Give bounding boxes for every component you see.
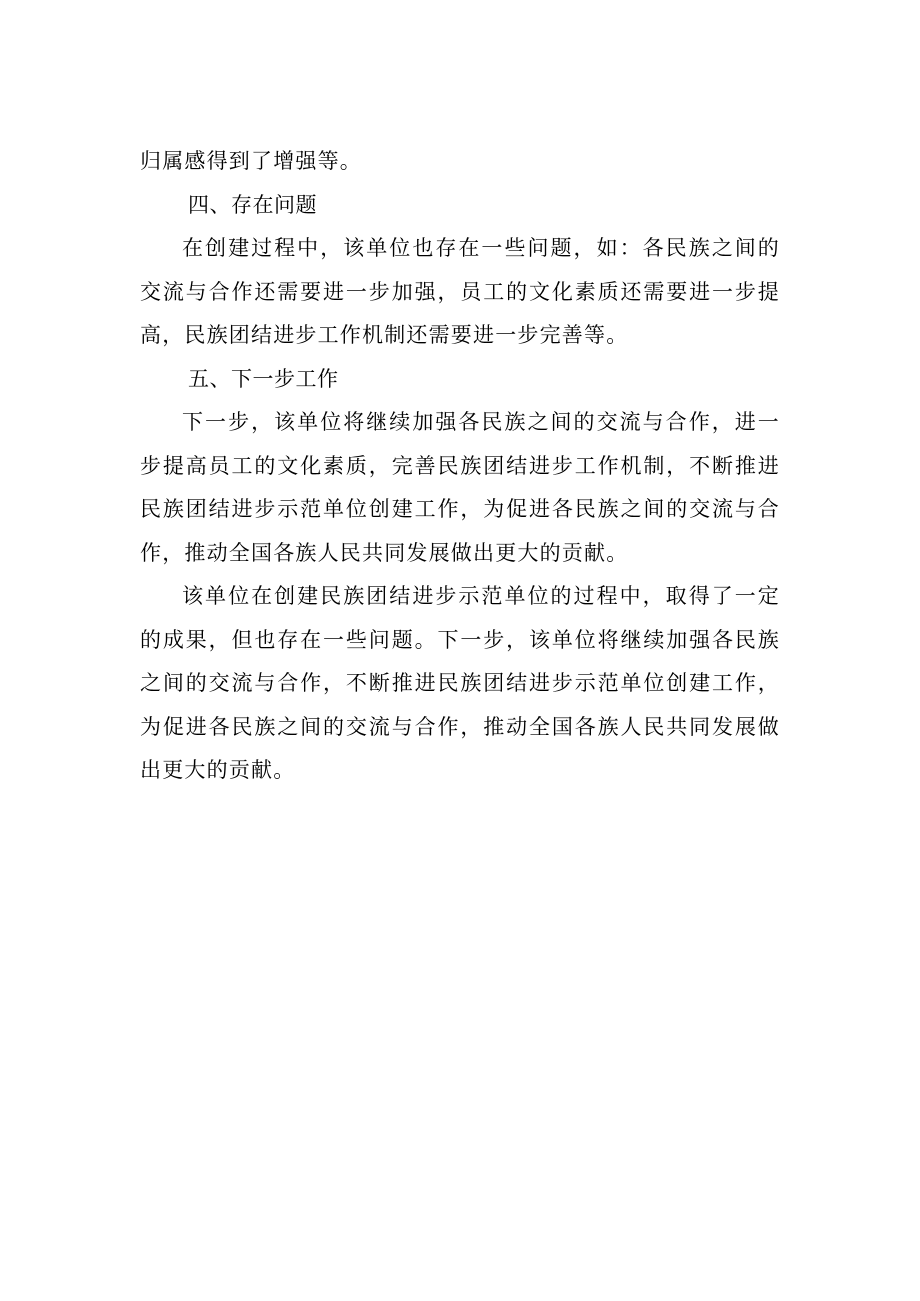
- section-heading-problems: 四、存在问题: [188, 192, 317, 217]
- paragraph-problems: 在创建过程中，该单位也存在一些问题，如：各民族之间的交流与合作还需要进一步加强，员工的文化素质还需要进一步提高，民族团结进步工作机制还需要进一步完善等。: [140, 236, 780, 347]
- paragraph-continuation: 归属感得到了增强等。: [140, 149, 362, 173]
- paragraph-next-steps: 下一步，该单位将继续加强各民族之间的交流与合作，进一步提高员工的文化素质，完善民族团结进步工作机制，不断推进民族团结进步示范单位创建工作，为促进各民族之间的交流与合作，推动全国各族人民共同发展做出更大的贡献。: [140, 410, 780, 565]
- section-heading-next-steps: 五、下一步工作: [188, 366, 339, 391]
- document-body: [140, 140, 780, 793]
- paragraph-summary: 该单位在创建民族团结进步示范单位的过程中，取得了一定的成果，但也存在一些问题。下一步，该单位将继续加强各民族之间的交流与合作，不断推进民族团结进步示范单位创建工作，为促进各民族之间的交流与合作，推动全国各族人民共同发展做出更大的贡献。: [140, 584, 780, 782]
